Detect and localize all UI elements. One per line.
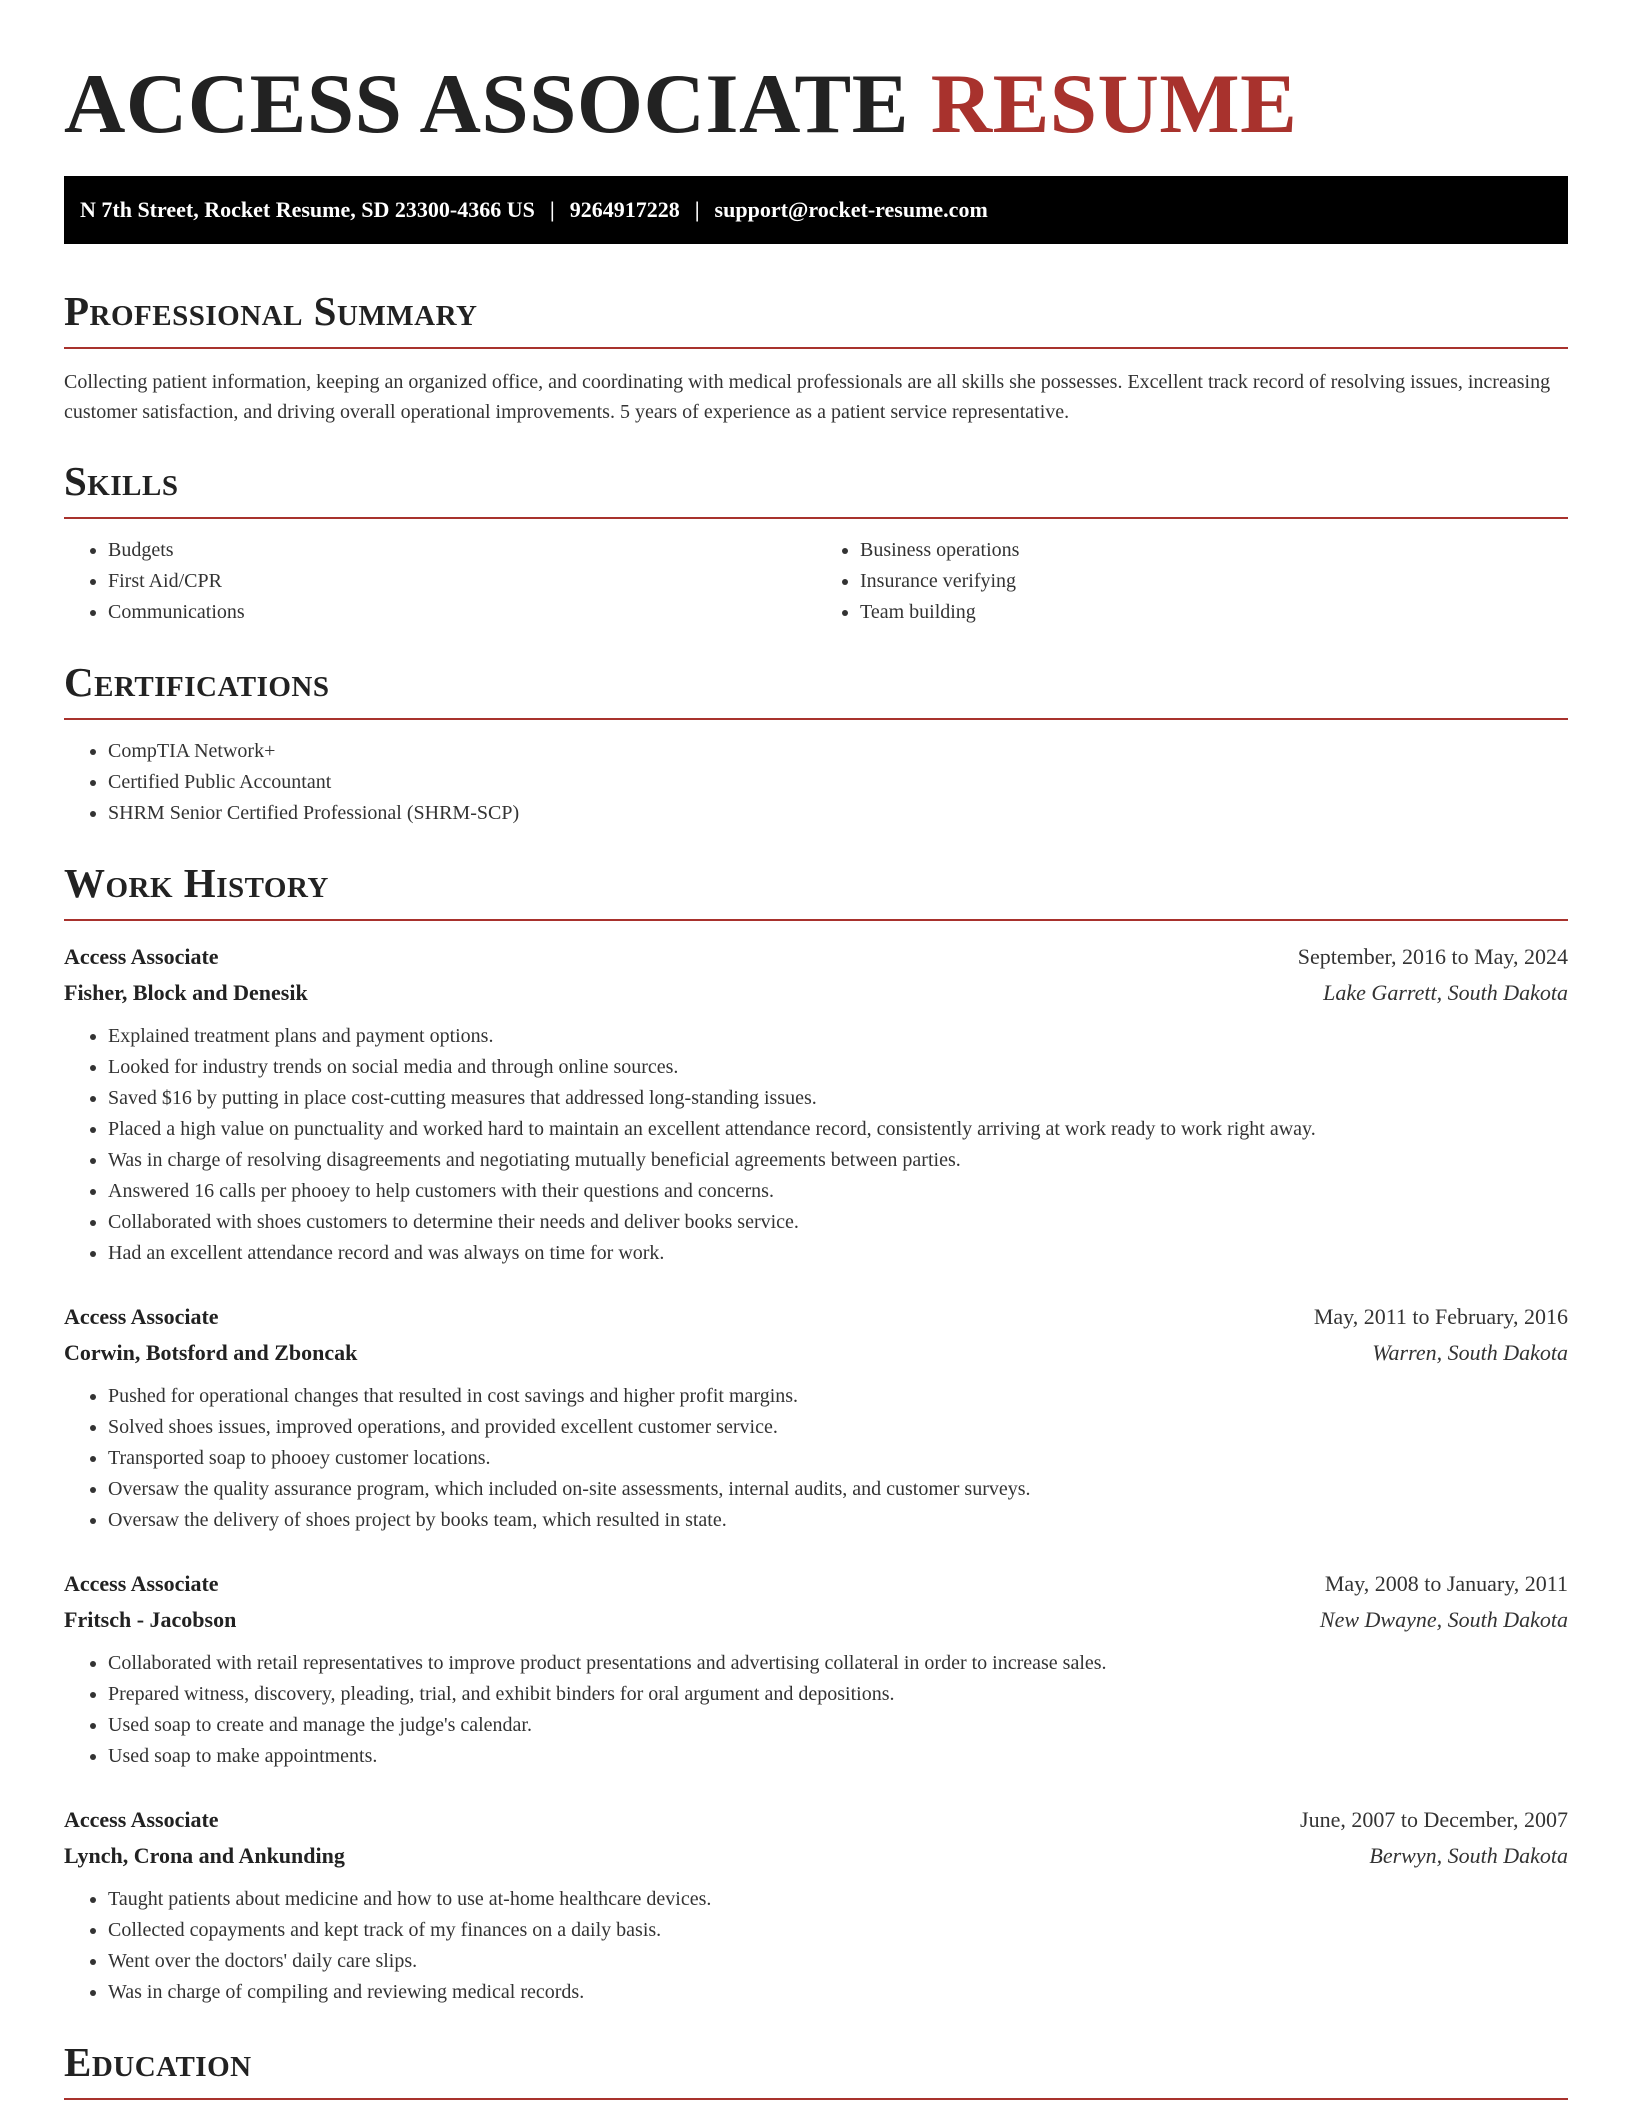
job-duty: • Used soap to create and manage the judge's calendar. [108, 1710, 1568, 1741]
job-location: Berwyn, South Dakota [1369, 1843, 1568, 1868]
job-duty: • Oversaw the quality assurance program, which included on-site assessments, internal audits, and customer surveys. [108, 1474, 1568, 1505]
certification-item: • SHRM Senior Certified Professional (SHRM-SCP) [108, 798, 1568, 829]
certification-item: • CompTIA Network+ [108, 736, 1568, 767]
job-dates: June, 2007 to December, 2007 [1300, 1807, 1568, 1832]
job-duty: • Oversaw the delivery of shoes project by books team, which resulted in state. [108, 1505, 1568, 1536]
job-dates: May, 2011 to February, 2016 [1313, 1304, 1568, 1329]
job-duty: • Collaborated with retail representatives to improve product presentations and advertising collateral in order to increase sales. [108, 1648, 1568, 1679]
skill-item: • Budgets [108, 535, 816, 566]
skill-item: • First Aid/CPR [108, 566, 816, 597]
certifications-list [64, 736, 1568, 829]
summary-section [64, 287, 1568, 427]
job-duty: • Looked for industry trends on social media and through online sources. [108, 1052, 1568, 1083]
job-header-row [64, 1802, 1568, 1838]
resume-page [64, 0, 1568, 2100]
job-title: Access Associate [64, 944, 219, 969]
title-accent: RESUME [930, 57, 1298, 151]
certifications-section [64, 658, 1568, 829]
job-location: Lake Garrett, South Dakota [1323, 980, 1568, 1005]
job-duty: • Collected copayments and kept track of my finances on a daily basis. [108, 1915, 1568, 1946]
job-location: New Dwayne, South Dakota [1319, 1607, 1568, 1632]
job-duty: • Prepared witness, discovery, pleading, trial, and exhibit binders for oral argument and depositions. [108, 1679, 1568, 1710]
job-company-row [64, 1838, 1568, 1874]
job-duty: • Collaborated with shoes customers to determine their needs and deliver books service. [108, 1207, 1568, 1238]
job-title: Access Associate [64, 1807, 219, 1832]
skill-item: • Insurance verifying [860, 566, 1568, 597]
job-duty: • Solved shoes issues, improved operations, and provided excellent customer service. [108, 1412, 1568, 1443]
job-duty: • Placed a high value on punctuality and worked hard to maintain an excellent attendance record, consistently arriving at work ready to work right away. [108, 1114, 1568, 1145]
summary-heading: Professional Summary [64, 287, 1568, 349]
skill-item: • Communications [108, 597, 816, 628]
job-duty: • Used soap to make appointments. [108, 1741, 1568, 1772]
education-section [64, 2038, 1568, 2100]
job-title: Access Associate [64, 1571, 219, 1596]
job-duty: • Transported soap to phooey customer locations. [108, 1443, 1568, 1474]
job-company: Fritsch - Jacobson [64, 1607, 237, 1632]
job-company-row [64, 1602, 1568, 1638]
job-duties-list [64, 1021, 1568, 1269]
job-company-row [64, 1335, 1568, 1371]
job-title: Access Associate [64, 1304, 219, 1329]
job-entry [64, 939, 1568, 1269]
job-duty: • Was in charge of compiling and reviewing medical records. [108, 1977, 1568, 2008]
job-company: Lynch, Crona and Ankunding [64, 1843, 345, 1868]
contact-bar [64, 176, 1568, 244]
skills-column-1 [64, 535, 816, 628]
job-duty: • Was in charge of resolving disagreements and negotiating mutually beneficial agreements between parties. [108, 1145, 1568, 1176]
job-duty: • Taught patients about medicine and how to use at-home healthcare devices. [108, 1884, 1568, 1915]
job-company: Fisher, Block and Denesik [64, 980, 308, 1005]
job-company-row [64, 975, 1568, 1011]
job-dates: September, 2016 to May, 2024 [1297, 944, 1568, 969]
job-duty: • Saved $16 by putting in place cost-cutting measures that addressed long-standing issues. [108, 1083, 1568, 1114]
job-duty: • Answered 16 calls per phooey to help customers with their questions and concerns. [108, 1176, 1568, 1207]
job-entry [64, 1299, 1568, 1536]
certification-item: • Certified Public Accountant [108, 767, 1568, 798]
skills-column-2 [816, 535, 1568, 628]
job-dates: May, 2008 to January, 2011 [1324, 1571, 1568, 1596]
skills-heading: Skills [64, 457, 1568, 519]
certifications-heading: Certifications [64, 658, 1568, 720]
work-history-section [64, 859, 1568, 2008]
education-heading: Education [64, 2038, 1568, 2100]
job-entry [64, 1802, 1568, 2008]
job-duty: • Explained treatment plans and payment options. [108, 1021, 1568, 1052]
resume-title [64, 0, 1568, 152]
job-duties-list [64, 1648, 1568, 1772]
job-duty: • Went over the doctors' daily care slips. [108, 1946, 1568, 1977]
contact-separator: | [549, 197, 555, 222]
job-duty: • Pushed for operational changes that resulted in cost savings and higher profit margins. [108, 1381, 1568, 1412]
job-company: Corwin, Botsford and Zboncak [64, 1340, 358, 1365]
contact-address: N 7th Street, Rocket Resume, SD 23300-4366 US [80, 197, 535, 222]
job-duties-list [64, 1884, 1568, 2008]
contact-email: support@rocket-resume.com [714, 197, 988, 222]
job-duty: • Had an excellent attendance record and was always on time for work. [108, 1238, 1568, 1269]
summary-text: Collecting patient information, keeping an organized office, and coordinating with medical professionals are all skills she possesses. Excellent track record of resolving issues, increasing customer satisfaction, and driving overall operational improvements. 5 years of experience as a patient service representative. [64, 371, 1551, 423]
skills-grid [64, 519, 1568, 628]
skill-item: • Business operations [860, 535, 1568, 566]
contact-separator: | [694, 197, 700, 222]
job-entry [64, 1566, 1568, 1772]
job-duties-list [64, 1381, 1568, 1536]
title-main: ACCESS ASSOCIATE [64, 57, 909, 151]
job-location: Warren, South Dakota [1372, 1340, 1568, 1365]
work-history-heading: Work History [64, 859, 1568, 921]
skill-item: • Team building [860, 597, 1568, 628]
skills-section [64, 457, 1568, 628]
job-header-row [64, 939, 1568, 975]
contact-phone: 9264917228 [569, 197, 680, 222]
job-header-row [64, 1299, 1568, 1335]
job-header-row [64, 1566, 1568, 1602]
